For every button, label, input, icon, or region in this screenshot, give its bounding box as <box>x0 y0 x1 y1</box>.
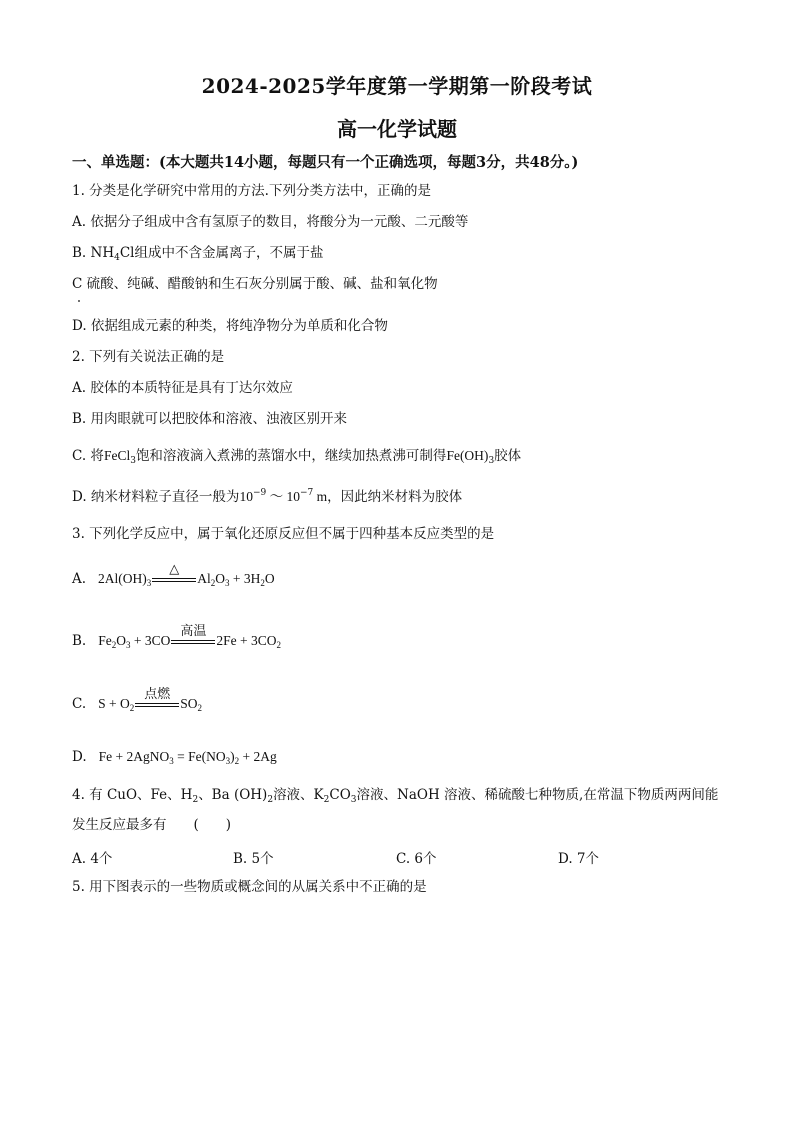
q3-b-label: B. <box>72 633 87 649</box>
q4-option-b: B. 5个 <box>233 851 274 867</box>
q2-d-a-exp: −9 <box>252 488 267 498</box>
q2-option-b: B. 用肉眼就可以把胶体和溶液、浊液区别开来 <box>72 411 348 427</box>
q3-a-label: A. <box>72 571 87 587</box>
exam-subtitle: 高一化学试题 <box>337 117 457 141</box>
q2-c-formula1: FeCl <box>103 448 131 463</box>
q3-b-condition <box>171 624 215 650</box>
q3-b-reactants: $Fe_2O_3 + 3CO$ <box>98 633 171 650</box>
q4-stem-mid3: CO <box>329 787 351 803</box>
q2-c-post: 胶体 <box>494 448 522 464</box>
q3-a-reactant: $2Al(OH)_3$ <box>98 571 152 588</box>
q4-sub2: 2 <box>267 795 274 805</box>
q1-option-b <box>72 244 323 262</box>
q2-c-formula2-sub: 3 <box>488 456 495 466</box>
q2-d-post: ，因此纳米材料为胶体 <box>327 489 463 505</box>
q1-b-sub: 4 <box>114 253 120 263</box>
q4-stem-line2: 发生反应最多有 ( ) <box>72 817 232 833</box>
q2-c-mid: 饱和溶液滴入煮沸的蒸馏水中，继续加热煮沸可制得 <box>135 448 447 464</box>
q1-b-post: Cl组成中不含金属离子，不属于盐 <box>119 245 324 261</box>
q4-stem <box>72 786 718 804</box>
q3-c-condition <box>135 687 179 713</box>
q3-c-reactants: $S + O_2$ <box>98 696 135 713</box>
q3-d-equation: Fe + 2AgNO$_3$ = $Fe(NO_3)_2 + 2Ag$ <box>98 749 277 766</box>
q2-c-pre: C. 将 <box>72 448 104 464</box>
q1-option-d: D. 依据组成元素的种类，将纯净物分为单质和化合物 <box>72 318 388 334</box>
stray-dot <box>78 300 80 302</box>
q5-stem: 5. 用下图表示的一些物质或概念间的从属关系中不正确的是 <box>72 879 427 895</box>
q2-option-c <box>72 447 521 465</box>
section-heading: 一、单选题：(本大题共14小题，每题只有一个正确选项，每题3分，共48分。) <box>72 154 579 171</box>
heat-symbol: △ <box>169 562 180 577</box>
q2-d-unit: m <box>313 489 328 504</box>
q4-sub4: 3 <box>350 795 357 805</box>
q4-option-c: C. 6个 <box>396 851 437 867</box>
q3-option-a <box>72 556 275 588</box>
q3-d-label: D. <box>72 749 87 765</box>
q1-b-pre: B. NH <box>72 245 115 261</box>
q1-option-c: C 硫酸、纯碱、醋酸钠和生石灰分别属于酸、碱、盐和氧化物 <box>72 276 438 292</box>
ignite-label: 点燃 <box>144 687 171 702</box>
q2-stem: 2. 下列有关说法正确的是 <box>72 349 225 365</box>
q2-option-a: A. 胶体的本质特征是具有丁达尔效应 <box>72 380 293 396</box>
q4-option-d: D. 7个 <box>558 851 600 867</box>
q1-option-a: A. 依据分子组成中含有氢原子的数目，将酸分为一元酸、二元酸等 <box>72 214 469 230</box>
q3-a-products: $Al_2O_3 + 3H_2O$ <box>197 571 275 588</box>
q2-c-formula1-sub: 3 <box>130 456 136 466</box>
q3-c-products: $SO_2$ <box>180 696 203 713</box>
q2-c-formula2: Fe(OH) <box>446 448 489 463</box>
q3-stem: 3. 下列化学反应中，属于氧化还原反应但不属于四种基本反应类型的是 <box>72 526 495 542</box>
q3-a-condition <box>152 562 196 588</box>
q4-stem-mid2: 溶液、K <box>273 787 324 803</box>
exam-title: 2024-2025学年度第一学期第一阶段考试 <box>201 74 593 98</box>
q2-d-b-exp: −7 <box>299 488 314 498</box>
q3-c-label: C. <box>72 696 87 712</box>
q4-stem-pre: 4. 有 CuO、Fe、H <box>72 787 193 803</box>
q2-d-tilde: ～ <box>266 489 287 504</box>
q4-option-a: A. 4个 <box>72 851 113 867</box>
q4-sub3: 2 <box>323 795 330 805</box>
equals-bar <box>152 578 196 582</box>
equals-bar <box>171 640 215 644</box>
q2-d-pre: D. 纳米材料粒子直径一般为 <box>72 489 240 505</box>
q2-d-a: 10 <box>239 489 253 504</box>
q3-b-products: $2Fe + 3CO_2$ <box>216 633 281 650</box>
q4-sub1: 2 <box>192 795 199 805</box>
equals-bar <box>135 703 179 707</box>
q3-option-b <box>72 618 281 650</box>
q2-d-b: 10 <box>286 489 300 504</box>
q3-option-d <box>72 748 277 766</box>
q4-stem-post: 溶液、NaOH 溶液、稀硫酸七种物质,在常温下物质两两间能 <box>356 787 719 803</box>
q4-stem-mid1: 、Ba (OH) <box>198 787 268 803</box>
q2-option-d <box>72 488 462 506</box>
q3-option-c <box>72 681 202 713</box>
high-temp-label: 高温 <box>180 624 207 639</box>
q1-stem: 1. 分类是化学研究中常用的方法.下列分类方法中，正确的是 <box>72 183 431 199</box>
